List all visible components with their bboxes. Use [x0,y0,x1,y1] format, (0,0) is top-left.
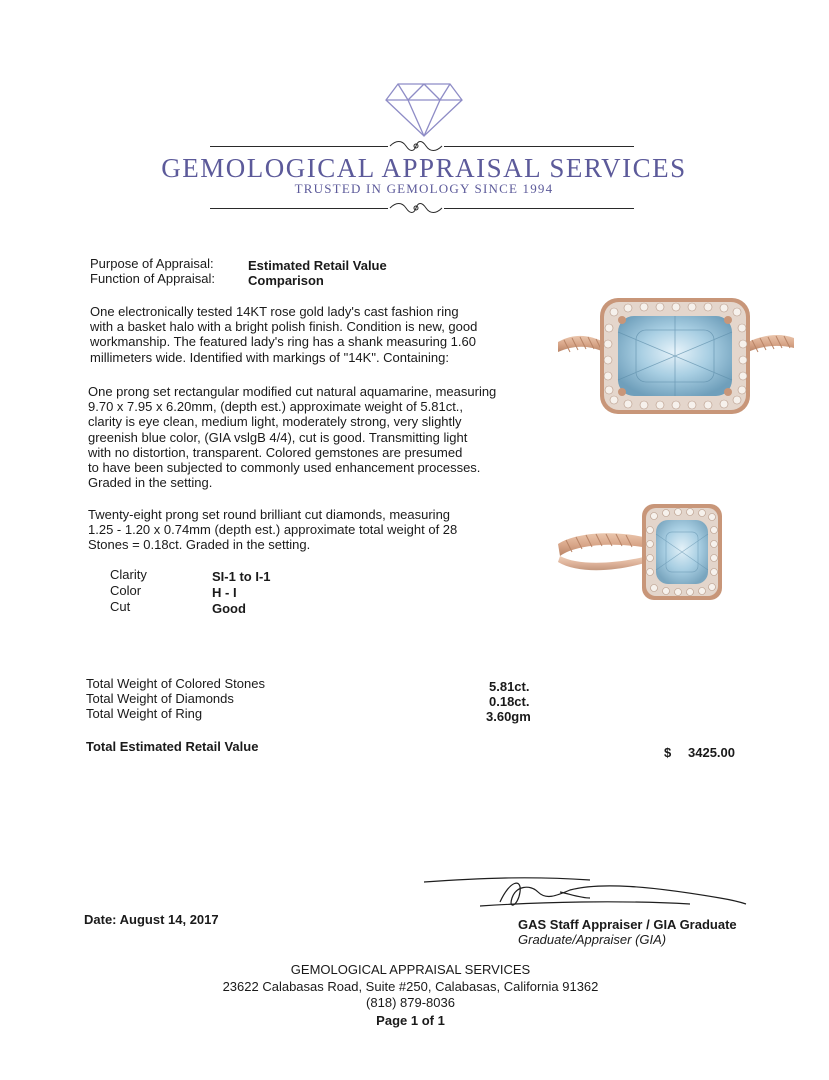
function-label: Function of Appraisal: [90,271,216,286]
grading-label: Clarity [110,567,147,582]
purpose-value: Estimated Retail Value [248,258,387,273]
footer-address: 23622 Calabasas Road, Suite #250, Calabasas, California 91362 [222,979,599,994]
grading-value: Good [212,601,246,616]
grading-value: H - I [212,585,237,600]
ring-photo-side [556,500,726,604]
diamond-icon [384,82,464,138]
totals-table [86,676,546,724]
totals-value: 5.81ct. [489,679,530,694]
totals-label: Total Weight of Colored Stones [86,676,265,691]
ring-photo-top [556,292,796,422]
ornament-icon [388,139,444,153]
appraiser-subtitle: Graduate/Appraiser (GIA) [518,932,667,947]
grading-row [110,599,310,615]
totals-row [86,676,546,694]
grading-label: Cut [110,599,131,614]
aquamarine-description: One prong set rectangular modified cut natural aquamarine, measuring 9.70 x 7.95 x 6.20mm, (depth est.) approximate weight of 5.81ct., clarity is eye clean, medium light, moderately strong, very slightly greenish blue color, (GIA vslgB 4/4), cut is good. Transmitting light with no distortion, transparent. Colored gemstones are presumed to have been subjected to commonly used enhancement processes. Graded in the setting. [88,384,497,491]
grading-value: SI-1 to I-1 [212,569,271,584]
diamonds-description: Twenty-eight prong set round brilliant cut diamonds, measuring 1.25 - 1.20 x 0.74mm (depth est.) approximate total weight of 28 Stones = 0.18ct. Graded in the setting. [88,507,458,553]
totals-row [86,691,546,709]
totals-label: Total Weight of Diamonds [86,691,234,706]
signature-image [420,872,750,918]
totals-row [86,706,546,724]
page-number: Page 1 of 1 [376,1013,445,1028]
retail-amount: 3425.00 [688,745,735,760]
header-rule-bottom-left [210,208,388,209]
function-value: Comparison [248,273,324,288]
header-rule-top-right [444,146,634,147]
header-rule-top-left [210,146,388,147]
header-rule-bottom-right [444,208,634,209]
company-name: GEMOLOGICAL APPRAISAL SERVICES [161,153,687,183]
ornament-icon [388,201,444,215]
grading-label: Color [110,583,142,598]
totals-value: 3.60gm [486,709,531,724]
grading-table [110,567,310,615]
appraiser-title: GAS Staff Appraiser / GIA Graduate [518,917,737,932]
company-tagline: TRUSTED IN GEMOLOGY SINCE 1994 [294,181,554,196]
totals-value: 0.18ct. [489,694,530,709]
appraisal-date: Date: August 14, 2017 [84,912,219,927]
purpose-label: Purpose of Appraisal: [90,256,214,271]
footer-company: GEMOLOGICAL APPRAISAL SERVICES [290,962,531,977]
retail-value-label: Total Estimated Retail Value [86,739,259,754]
footer-phone: (818) 879-8036 [366,995,455,1010]
ring-description: One electronically tested 14KT rose gold lady's cast fashion ring with a basket halo with a bright polish finish. Condition is new, good workmanship. The featured lady's ring has a shank measuring 1.60 millimeters wide. Identified with markings of "14K". Containing: [90,304,478,365]
totals-label: Total Weight of Ring [86,706,203,721]
grading-row [110,583,310,599]
grading-row [110,567,310,583]
retail-currency: $ [664,745,672,760]
